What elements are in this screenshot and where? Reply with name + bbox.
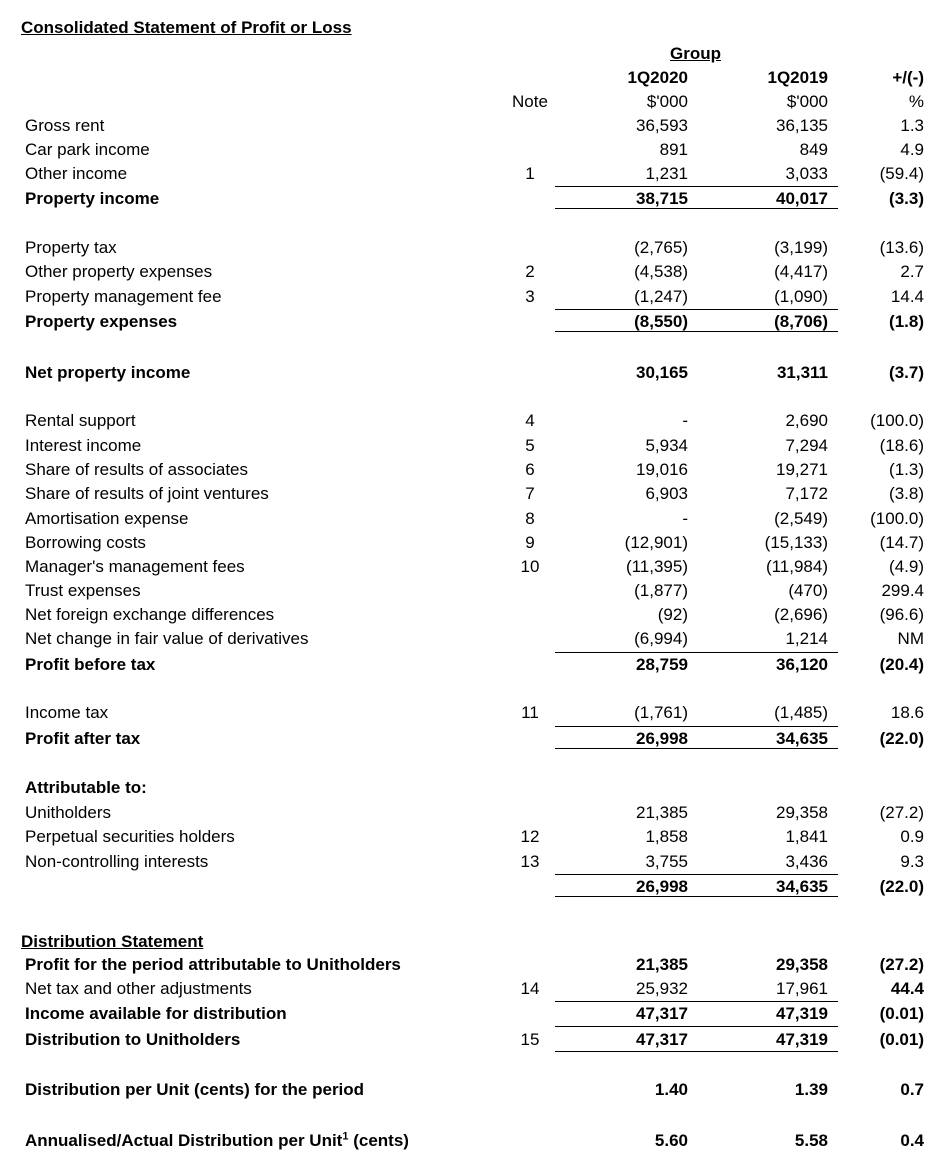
row-note: 4 [525,411,535,430]
row-value-1q2020: (8,550) [634,312,688,331]
row-value-1q2020: 6,903 [645,484,688,503]
row-value-1q2019: 2,690 [785,411,828,430]
row-label: Other income [25,164,128,183]
row-note: 6 [525,460,535,479]
row-label: Attributable to: [25,778,147,797]
total-rule-bottom [555,748,838,749]
row-value-1q2019: 3,436 [785,852,828,871]
total-rule-bottom [555,896,838,897]
row-value-change: 1.3 [900,116,924,135]
row-value-1q2019: 7,172 [785,484,828,503]
row-label: Unitholders [25,803,111,822]
row-value-1q2020: 36,593 [636,116,688,135]
col2-header: 1Q2019 [767,68,828,87]
row-value-1q2020: (12,901) [624,533,688,552]
statement-title: Consolidated Statement of Profit or Loss [21,18,352,37]
row-value-1q2019: (15,133) [764,533,828,552]
row-value-change: (13.6) [879,238,924,257]
row-value-1q2020: (6,994) [634,629,688,648]
row-value-change: (1.3) [889,460,924,479]
dist-row-label: Profit for the period attributable to Unitholders [25,955,401,974]
dist-value-change: 44.4 [890,979,924,998]
row-value-1q2019: (470) [788,581,828,600]
row-label: Profit after tax [25,729,141,748]
row-value-change: 299.4 [881,581,924,600]
total-rule [555,874,838,875]
dist-value-1q2020: 47,317 [636,1030,688,1049]
note-header: Note [512,92,548,111]
row-note: 12 [520,827,540,846]
total-rule [555,726,838,727]
row-label: Profit before tax [25,655,156,674]
col3-unit: % [908,92,924,111]
dist-value-change: 0.4 [900,1131,924,1150]
row-label: Car park income [25,140,150,159]
row-value-change: (100.0) [870,509,924,528]
dist-value-change: (27.2) [879,955,924,974]
dist-value-1q2019: 1.39 [794,1080,828,1099]
row-label: Manager's management fees [25,557,245,576]
row-value-1q2020: 26,998 [636,877,688,896]
row-value-1q2020: (2,765) [634,238,688,257]
row-note: 11 [521,703,539,722]
row-value-1q2019: (1,485) [774,703,828,722]
row-value-change: NM [897,629,924,648]
dist-value-1q2019: 17,961 [776,979,828,998]
dist-value-1q2019: 47,319 [776,1004,828,1023]
row-label: Perpetual securities holders [25,827,235,846]
row-value-1q2020: 1,858 [645,827,688,846]
row-value-change: (1.8) [889,312,924,331]
row-value-1q2020: 38,715 [636,189,688,208]
dist-row-label: Distribution per Unit (cents) for the period [25,1080,365,1099]
row-value-1q2019: 36,120 [776,655,828,674]
total-rule [555,652,838,653]
dist-row-label: Annualised/Actual Distribution per Unit$^1$ (cents) [25,1130,409,1150]
row-note: 13 [520,852,540,871]
row-value-1q2019: 1,841 [785,827,828,846]
row-label: Gross rent [25,116,105,135]
row-value-1q2020: 26,998 [636,729,688,748]
row-label: Property expenses [25,312,178,331]
row-value-1q2019: 7,294 [785,436,828,455]
row-value-change: (96.6) [879,605,924,624]
row-label: Trust expenses [25,581,141,600]
dist-value-1q2020: 5.60 [654,1131,688,1150]
dist-row-note: 15 [520,1030,540,1049]
total-rule [555,309,838,310]
total-rule [555,186,838,187]
row-note: 9 [525,533,535,552]
row-label: Non-controlling interests [25,852,209,871]
row-label: Amortisation expense [25,509,189,528]
row-value-1q2020: 21,385 [636,803,688,822]
row-value-change: (3.3) [889,189,924,208]
row-value-1q2019: 36,135 [776,116,828,135]
row-value-change: (14.7) [879,533,924,552]
dist-value-change: (0.01) [879,1030,924,1049]
row-label: Net change in fair value of derivatives [25,629,309,648]
row-value-change: 4.9 [900,140,924,159]
row-note: 2 [525,262,535,281]
row-note: 1 [525,164,535,183]
row-value-1q2020: 19,016 [636,460,688,479]
dist-row-note: 14 [520,979,540,998]
distribution-title: Distribution Statement [21,932,204,951]
row-value-1q2019: 31,311 [776,363,828,382]
row-note: 5 [525,436,535,455]
row-value-change: (22.0) [879,877,924,896]
dist-value-1q2019: 5.58 [794,1131,828,1150]
row-value-change: (20.4) [879,655,924,674]
col1-header: 1Q2020 [627,68,688,87]
dist-row-label: Income available for distribution [25,1004,287,1023]
dist-value-1q2019: 47,319 [776,1030,828,1049]
dist-value-change: 0.7 [900,1080,924,1099]
row-label: Borrowing costs [25,533,146,552]
row-label: Share of results of associates [25,460,249,479]
row-label: Rental support [25,411,136,430]
row-label: Property tax [25,238,117,257]
row-value-change: (4.9) [889,557,924,576]
row-value-1q2019: 34,635 [776,877,828,896]
dist-value-1q2020: 21,385 [636,955,688,974]
row-value-1q2019: 40,017 [776,189,828,208]
row-value-1q2020: 30,165 [636,363,688,382]
total-rule [555,1001,838,1002]
row-value-1q2020: (1,247) [634,287,688,306]
row-value-1q2020: (1,761) [634,703,688,722]
row-value-1q2020: (1,877) [634,581,688,600]
row-value-1q2020: 5,934 [645,436,688,455]
row-label: Property income [25,189,160,208]
row-value-change: (3.8) [889,484,924,503]
row-value-1q2020: 1,231 [645,164,688,183]
col3-header: +/(-) [892,68,924,87]
row-value-change: (18.6) [879,436,924,455]
row-value-change: 9.3 [900,852,924,871]
row-value-1q2020: (92) [657,605,688,624]
row-value-1q2019: 1,214 [785,629,828,648]
row-value-1q2020: 3,755 [645,852,688,871]
row-value-change: (22.0) [879,729,924,748]
row-value-1q2019: (3,199) [774,238,828,257]
dist-value-change: (0.01) [879,1004,924,1023]
group-header: Group [670,44,721,63]
row-value-1q2019: (11,984) [765,557,828,576]
row-value-1q2020: - [682,411,688,430]
row-value-1q2019: (8,706) [774,312,828,331]
row-value-change: 18.6 [890,703,924,722]
row-value-1q2020: (4,538) [634,262,688,281]
row-label: Interest income [25,436,142,455]
row-label: Net foreign exchange differences [25,605,275,624]
row-value-1q2020: 28,759 [636,655,688,674]
row-value-1q2019: (1,090) [774,287,828,306]
row-label: Property management fee [25,287,222,306]
row-value-change: 0.9 [900,827,924,846]
row-note: 8 [525,509,535,528]
footnote-marker: 1 [342,1130,349,1143]
row-value-1q2019: 34,635 [776,729,828,748]
row-value-change: (100.0) [870,411,924,430]
row-value-1q2019: 3,033 [785,164,828,183]
row-value-1q2020: (11,395) [625,557,688,576]
row-label: Share of results of joint ventures [25,484,269,503]
total-rule [555,1026,838,1027]
row-label: Net property income [25,363,191,382]
row-value-1q2019: 849 [799,140,828,159]
dist-value-1q2020: 47,317 [636,1004,688,1023]
total-rule [555,1051,838,1052]
row-value-1q2019: 19,271 [776,460,828,479]
row-value-change: (59.4) [879,164,924,183]
row-value-1q2019: (2,549) [774,509,828,528]
row-value-1q2019: 29,358 [776,803,828,822]
dist-value-1q2019: 29,358 [776,955,828,974]
col2-unit: $'000 [786,92,828,111]
row-value-1q2019: (4,417) [774,262,828,281]
row-value-change: (3.7) [889,363,924,382]
row-value-change: 2.7 [900,262,924,281]
row-value-change: (27.2) [879,803,924,822]
dist-row-label: Net tax and other adjustments [25,979,252,998]
dist-value-1q2020: 1.40 [654,1080,688,1099]
row-note: 7 [525,484,535,503]
total-rule-bottom [555,208,838,209]
total-rule-bottom [555,331,838,332]
row-value-1q2020: 891 [659,140,688,159]
dist-row-label: Distribution to Unitholders [25,1030,241,1049]
row-label: Other property expenses [25,262,213,281]
row-value-1q2020: - [682,509,688,528]
row-value-change: 14.4 [890,287,924,306]
row-value-1q2019: (2,696) [774,605,828,624]
row-note: 10 [520,557,540,576]
row-label: Income tax [25,703,109,722]
row-note: 3 [525,287,535,306]
col1-unit: $'000 [646,92,688,111]
dist-value-1q2020: 25,932 [636,979,688,998]
